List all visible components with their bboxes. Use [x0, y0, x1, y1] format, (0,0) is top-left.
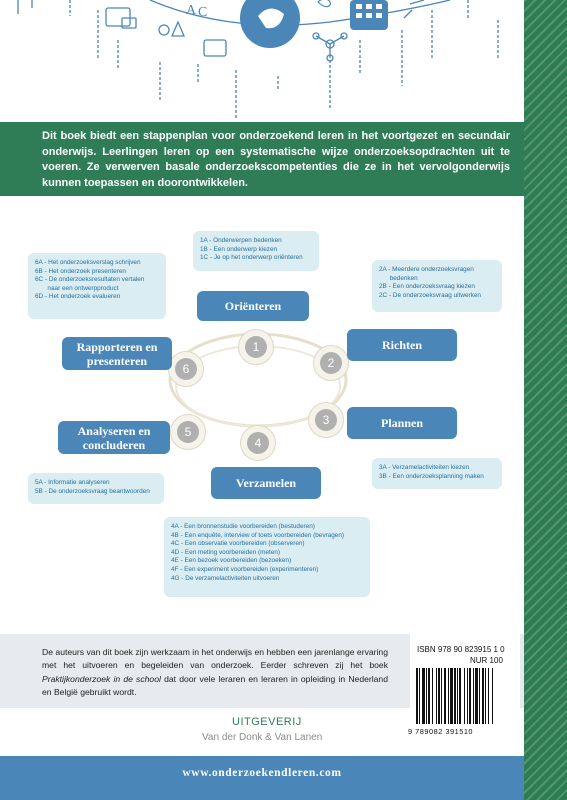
intro-text: Dit boek biedt een stappenplan voor onderzoekend leren in het voortgezet en secundair onderwijs. Leerlingen leren op een systematische wijze onderzoeksopdrachten uit te voeren. Ze verwerven basale onderzoekscompetenties die ze in het vervolgonderwijs kunnen toepassen en doorontwikkelen. — [42, 130, 510, 189]
step6-number: 6 — [168, 351, 204, 387]
author-text: De auteurs van dit boek zijn werkzaam in het onderwijs en hebben een jarenlange ervaring met het uitvoeren en begeleiden van onderzoek. Eerder schreven zij het boek Praktijkonderzoek in de school dat door vele leraren en leraren in opleiding in Nederland en België gebruikt wordt. — [42, 647, 388, 697]
step2-details: 2A - Meerdere onderzoeksvragen bedenken 2B - Een onderzoeksvraag kiezen 2C - De onderzoeksvraag uitwerken — [372, 260, 502, 312]
top-illustration — [0, 0, 524, 122]
step-analyseren: Analyseren en concluderen — [58, 421, 170, 454]
step-rapporteren: Rapporteren en presenteren — [62, 337, 172, 370]
barcode-bar — [485, 668, 486, 724]
barcode-bar — [426, 668, 427, 724]
barcode-bar — [450, 668, 453, 724]
step1-number: 1 — [238, 329, 274, 365]
barcode-bar — [482, 668, 484, 724]
barcode-bar — [454, 668, 456, 724]
step5-details: 5A - Informatie analyseren 5B - De onderzoeksvraag beantwoorden — [28, 473, 164, 504]
green-side-stripe — [524, 0, 567, 800]
barcode-bar — [444, 668, 446, 724]
barcode-bar — [473, 668, 474, 724]
step-plannen: Plannen — [347, 407, 457, 439]
step-orienteren: Oriënteren — [197, 291, 309, 321]
svg-text:C: C — [198, 5, 208, 20]
step3-details: 3A - Verzamelactiviteiten kiezen 3B - Een onderzoeksplanning maken — [372, 458, 502, 489]
barcode-bar — [464, 668, 465, 724]
website-link[interactable]: www.onderzoekendleren.com — [182, 767, 342, 779]
step5-number: 5 — [170, 414, 206, 450]
svg-text:A: A — [186, 3, 197, 18]
step-richten: Richten — [347, 329, 457, 361]
barcode-bar — [436, 668, 437, 724]
barcode-bar — [492, 668, 493, 724]
research-cycle — [0, 196, 524, 628]
barcode-bar — [488, 668, 489, 724]
barcode — [414, 668, 516, 726]
publisher-label: UITGEVERIJ — [232, 716, 302, 728]
step2-number: 2 — [313, 345, 349, 381]
barcode-bar — [448, 668, 449, 724]
barcode-bar — [416, 668, 418, 724]
nur-code: NUR 100 — [470, 656, 503, 665]
barcode-bar — [419, 668, 420, 724]
barcode-bar — [457, 668, 458, 724]
step4-number: 4 — [240, 425, 276, 461]
book-title: Praktijkonderzoek in de school — [42, 673, 161, 684]
step6-details: 6A - Het onderzoeksverslag schrijven 6B - Het onderzoek presenteren 6C - De onderzoeksresultaten vertalen naar een ontwerpproduct 6D - Het onderzoek evalueren — [28, 253, 166, 319]
barcode-bar — [469, 668, 471, 724]
barcode-bar — [475, 668, 478, 724]
publisher-name: Van der Donk & Van Lanen — [202, 732, 323, 743]
barcode-bar — [467, 668, 468, 724]
step3-number: 3 — [308, 402, 344, 438]
barcode-bar — [438, 668, 440, 724]
barcode-bar — [479, 668, 480, 724]
barcode-bar — [459, 668, 461, 724]
barcode-digits: 9 789082 391510 — [408, 727, 474, 736]
isbn: ISBN 978 90 823915 1 0 — [417, 645, 505, 654]
barcode-bar — [422, 668, 425, 724]
step1-details: 1A - Onderwerpen bedenken 1B - Een onderwerp kiezen 1C - Je op het onderwerp oriënteren — [193, 231, 319, 271]
step4-details: 4A - Een bronnenstudie voorbereiden (bestuderen) 4B - Een enquête, interview of toets voorbereiden (bevragen) 4C - Een observatie voorbereiden (observeren) 4D - Een meting voorbereiden (meten) 4E - Een bezoek voorbereiden (bezoeken) 4F - Een experiment voorbereiden (experimenteren) 4G - De verzamelactiviteiten uitvoeren — [164, 517, 370, 597]
barcode-bar — [432, 668, 433, 724]
barcode-bar — [428, 668, 430, 724]
barcode-bar — [441, 668, 442, 724]
step-verzamelen: Verzamelen — [211, 467, 321, 499]
